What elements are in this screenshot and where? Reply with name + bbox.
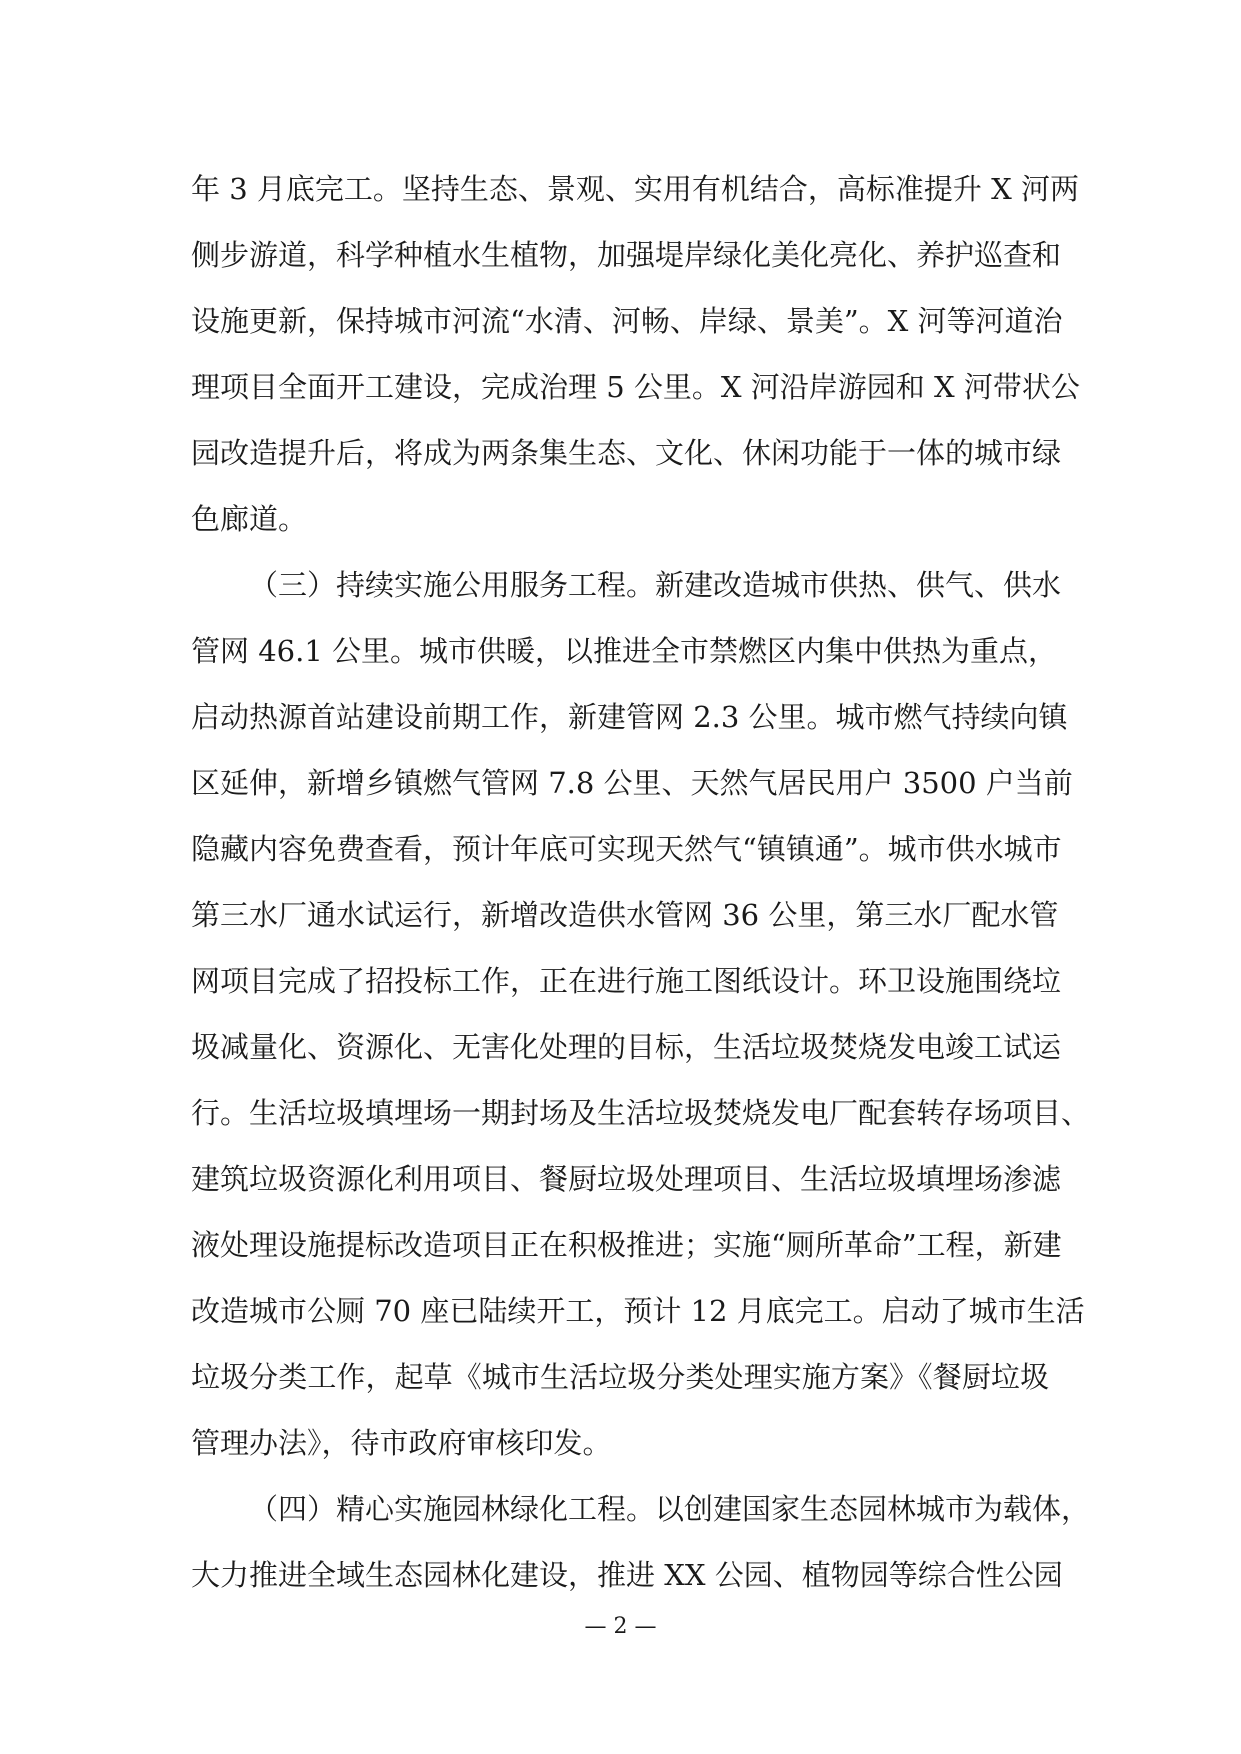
text-line: 建筑垃圾资源化利用项目、餐厨垃圾处理项目、生活垃圾填埋场渗滤 <box>191 1162 1062 1196</box>
text-line: 圾减量化、资源化、无害化处理的目标，生活垃圾焚烧发电竣工试运 <box>191 1030 1062 1064</box>
section-heading-line: （四）精心实施园林绿化工程。以创建国家生态园林城市为载体， <box>249 1492 1091 1526</box>
text-line: 隐藏内容免费查看，预计年底可实现天然气“镇镇通”。城市供水城市 <box>191 832 1062 866</box>
text-line: 设施更新，保持城市河流“水清、河畅、岸绿、景美”。X 河等河道治 <box>191 304 1063 338</box>
text-line: 垃圾分类工作，起草《城市生活垃圾分类处理实施方案》《餐厨垃圾 <box>191 1360 1049 1394</box>
text-line: 大力推进全域生态园林化建设，推进 XX 公园、植物园等综合性公园 <box>191 1558 1063 1592</box>
text-line: 行。生活垃圾填埋场一期封场及生活垃圾焚烧发电厂配套转存场项目、 <box>191 1096 1091 1130</box>
text-line: 第三水厂通水试运行，新增改造供水管网 36 公里，第三水厂配水管 <box>191 898 1059 932</box>
page-number: — 2 — <box>584 1614 657 1639</box>
body-text <box>191 156 1091 1608</box>
text-line: 色廊道。 <box>191 502 308 536</box>
text-line: 管网 46.1 公里。城市供暖，以推进全市禁燃区内集中供热为重点， <box>191 634 1058 668</box>
text-line: 改造城市公厕 70 座已陆续开工，预计 12 月底完工。启动了城市生活 <box>191 1294 1085 1328</box>
text-line: 理项目全面开工建设，完成治理 5 公里。X 河沿岸游园和 X 河带状公 <box>191 370 1080 404</box>
text-line: 管理办法》，待市政府审核印发。 <box>191 1426 612 1460</box>
text-line: 园改造提升后，将成为两条集生态、文化、休闲功能于一体的城市绿 <box>191 436 1062 470</box>
text-line: 年 3 月底完工。坚持生态、景观、实用有机结合，高标准提升 X 河两 <box>191 172 1079 206</box>
text-line: 液处理设施提标改造项目正在积极推进；实施“厕所革命”工程，新建 <box>191 1228 1062 1262</box>
text-line: 启动热源首站建设前期工作，新建管网 2.3 公里。城市燃气持续向镇 <box>191 700 1068 734</box>
text-line: 网项目完成了招投标工作，正在进行施工图纸设计。环卫设施围绕垃 <box>191 964 1062 998</box>
text-line: 侧步游道，科学种植水生植物，加强堤岸绿化美化亮化、养护巡查和 <box>191 238 1062 272</box>
section-heading-line: （三）持续实施公用服务工程。新建改造城市供热、供气、供水 <box>249 568 1062 602</box>
text-line: 区延伸，新增乡镇燃气管网 7.8 公里、天然气居民用户 3500 户当前 <box>191 766 1073 800</box>
